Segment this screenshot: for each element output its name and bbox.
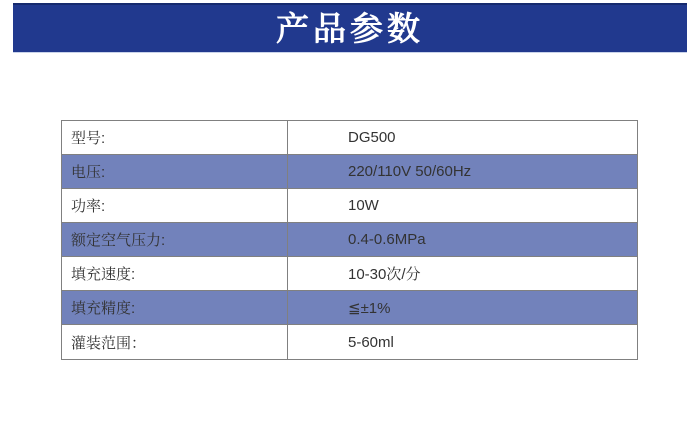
param-value: 10W (348, 197, 379, 214)
param-label: 电压: (62, 155, 288, 188)
table-row (62, 223, 637, 257)
param-label: 功率: (62, 189, 288, 222)
param-value: ≦±1% (348, 299, 391, 317)
param-value: 5-60ml (348, 333, 394, 351)
param-value: DG500 (348, 129, 396, 146)
table-row (62, 155, 637, 189)
product-parameters-banner (13, 3, 687, 53)
table-row (62, 189, 637, 223)
param-value: 220/110V 50/60Hz (348, 163, 472, 180)
banner-title: 产品参数 (276, 10, 424, 47)
spec-table (61, 120, 638, 360)
param-value: 0.4-0.6MPa (348, 231, 426, 248)
table-row (62, 257, 637, 291)
param-value: 10-30次/分 (348, 266, 421, 283)
table-row (62, 121, 637, 155)
table-row (62, 291, 637, 325)
param-label: 填充精度: (62, 291, 288, 324)
table-row (62, 325, 637, 359)
param-label: 填充速度: (62, 257, 288, 290)
param-label: 额定空气压力: (62, 223, 288, 256)
param-label: 型号: (62, 121, 288, 154)
param-label: 灌装范围： (62, 325, 288, 359)
